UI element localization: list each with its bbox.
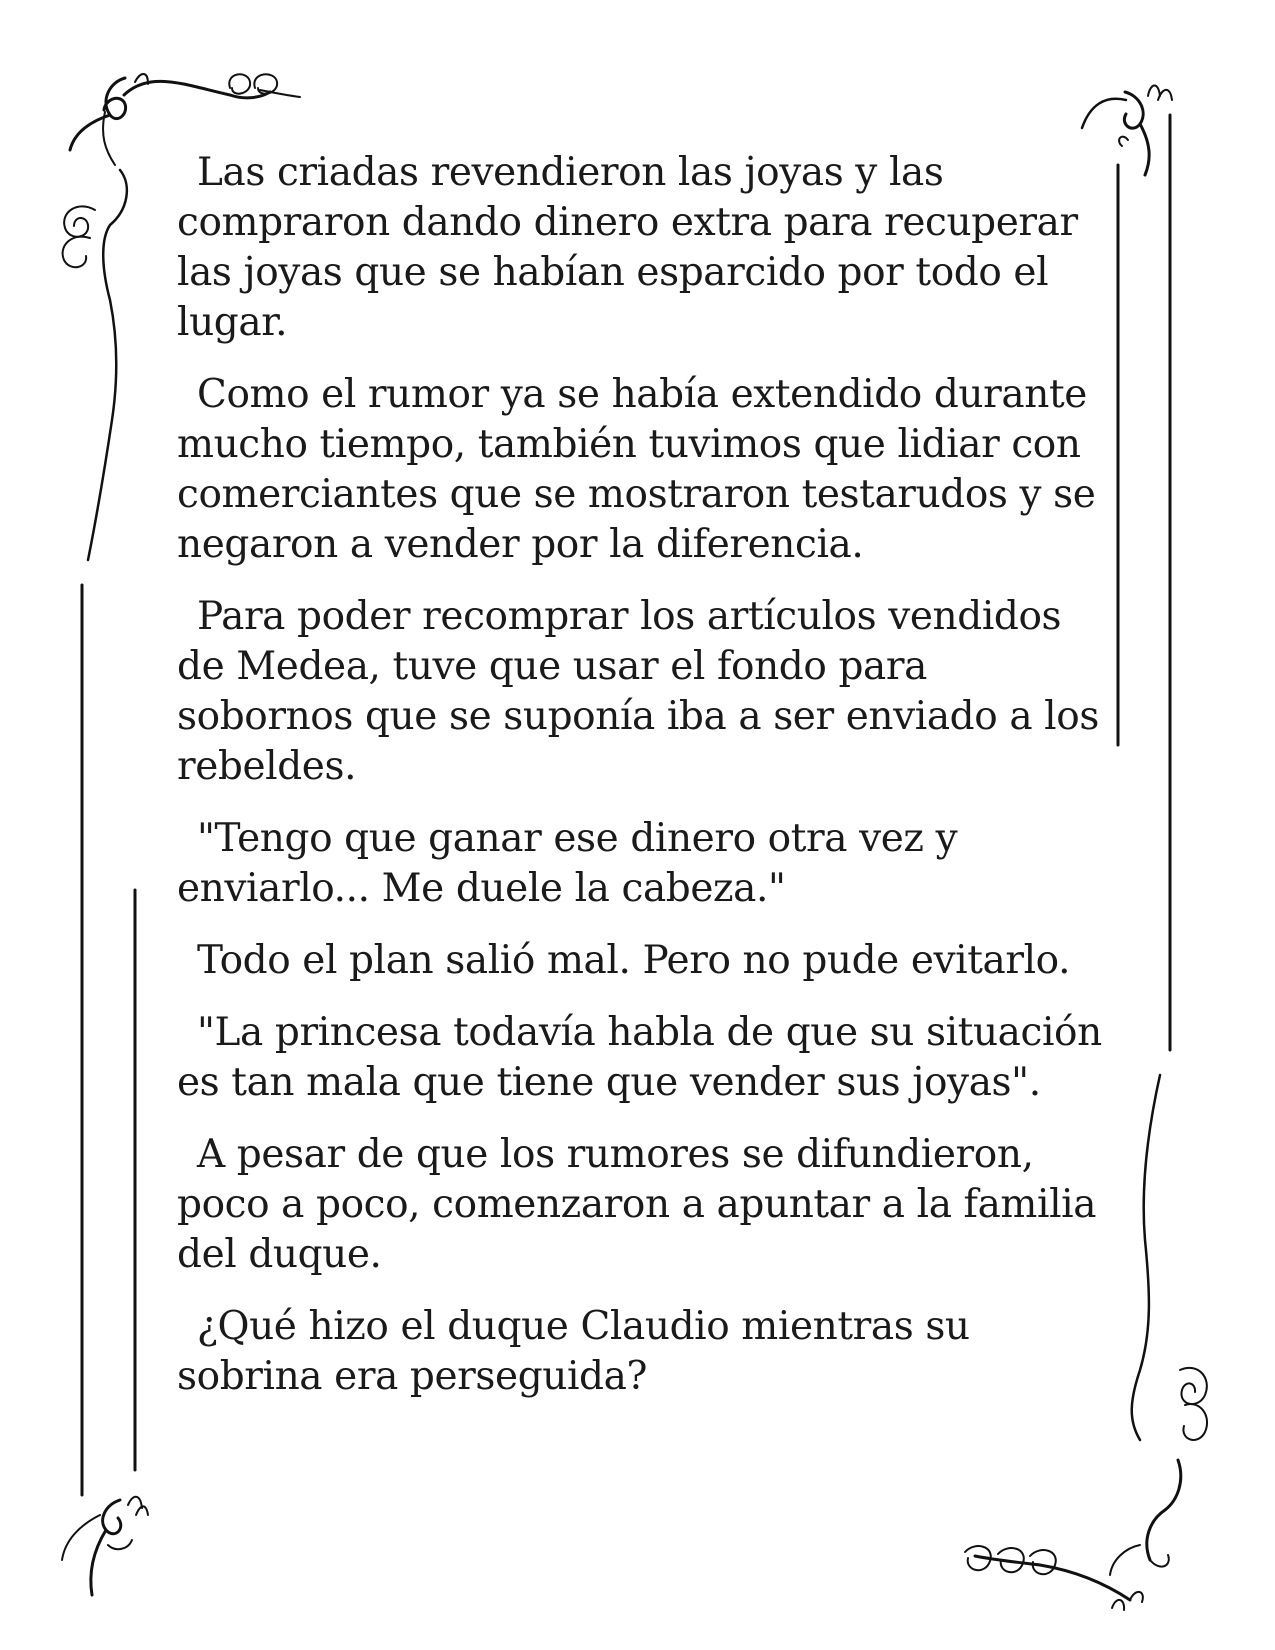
bottom-left-flourish-icon <box>62 1497 148 1595</box>
paragraph-1: Las criadas revendieron las joyas y las compraron dando dinero extra para recuperar las joyas que se habían esparcido por todo el lugar. <box>177 150 1078 345</box>
paragraph-8: ¿Qué hizo el duque Claudio mientras su sobrina era perseguida? <box>177 1304 970 1399</box>
paragraph-4: "Tengo que ganar ese dinero otra vez y enviarlo... Me duele la cabeza." <box>177 816 958 911</box>
paragraph-6: "La princesa todavía habla de que su situación es tan mala que tiene que vender sus joyas". <box>177 1010 1102 1105</box>
paragraph-7: A pesar de que los rumores se difundieron, poco a poco, comenzaron a apuntar a la familia del duque. <box>177 1132 1097 1277</box>
paragraph-5: Todo el plan salió mal. Pero no pude evitarlo. <box>197 938 1071 983</box>
paragraph-2: Como el rumor ya se había extendido durante mucho tiempo, también tuvimos que lidiar con comerciantes que se mostraron testarudos y se negaron a vender por la diferencia. <box>177 372 1096 567</box>
story-text <box>177 148 1102 1424</box>
paragraph-3: Para poder recomprar los artículos vendidos de Medea, tuve que usar el fondo para sobornos que se suponía iba a ser enviado a los rebeldes. <box>177 594 1099 789</box>
